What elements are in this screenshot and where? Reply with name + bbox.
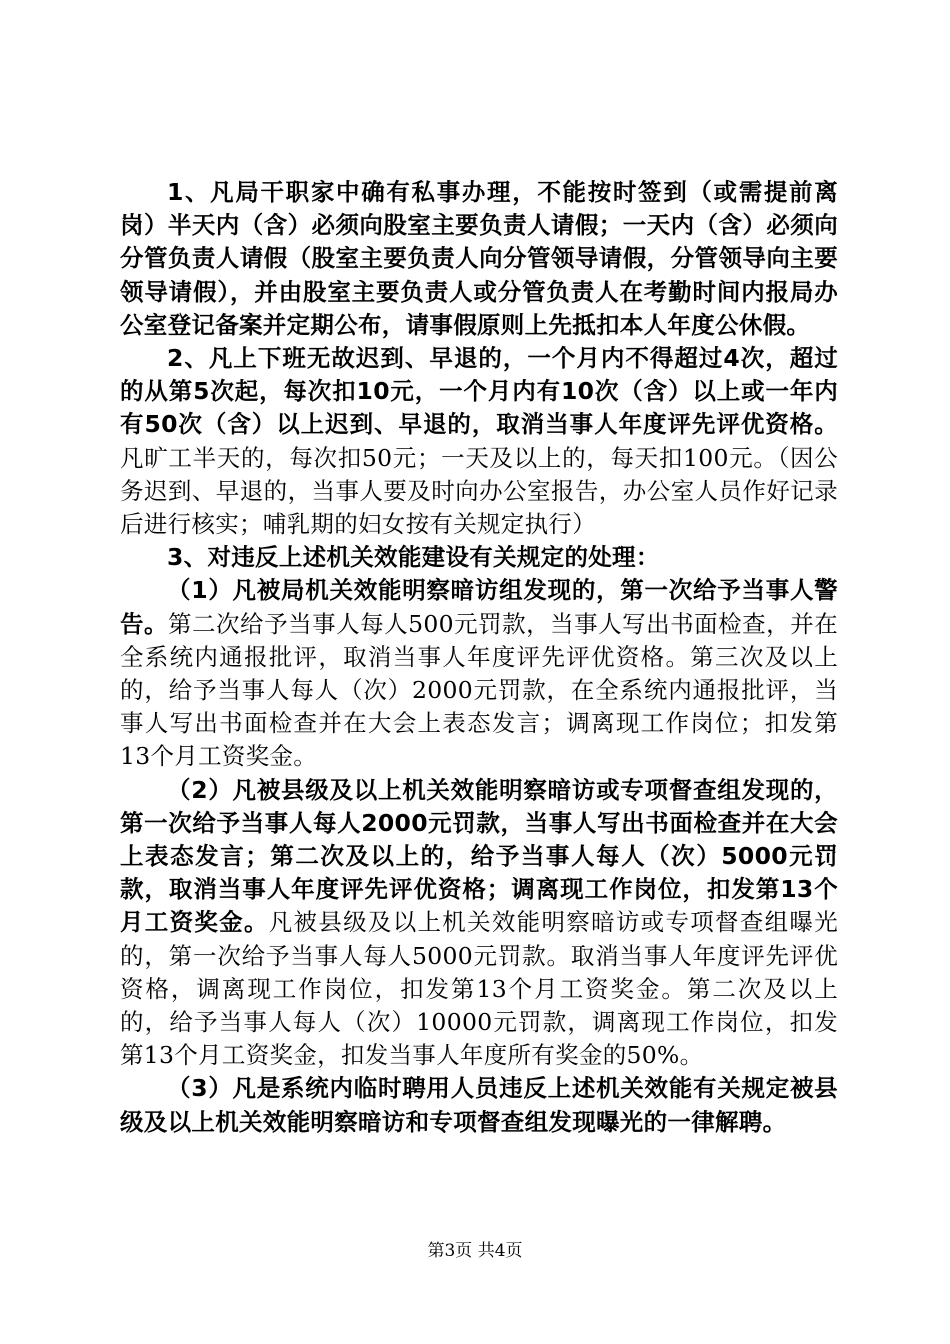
page-number-label: 第3页 共4页 — [427, 1241, 523, 1261]
paragraph-2-bold-text: 2、凡上下班无故迟到、早退的，一个月内不得超过4次，超过的从第5次起，每次扣10元，一个月内有10次（含）以上或一年内有50次（含）以上迟到、早退的，取消当事人年度评先评优资格。 — [120, 344, 838, 439]
paragraph-4-normal-text: 第二次给予当事人每人500元罚款，当事人写出书面检查，并在全系统内通报批评，取消当事人年度评先评优资格。第三次及以上的，给予当事人每人（次）2000元罚款，在全系统内通报批评，当事人写出书面检查并在大会上表态发言；调离现工作岗位；扣发第13个月工资奖金。 — [120, 609, 838, 771]
paragraph-4 — [120, 574, 838, 773]
paragraph-3 — [120, 541, 838, 574]
paragraph-2-normal-text: 凡旷工半天的，每次扣50元；一天及以上的，每天扣100元。（因公务迟到、早退的，当事人要及时向办公室报告，办公室人员作好记录后进行核实；哺乳期的妇女按有关规定执行） — [120, 443, 838, 539]
paragraph-1 — [120, 176, 838, 342]
paragraph-1-bold-text: 1、凡局干职家中确有私事办理，不能按时签到（或需提前离岗）半天内（含）必须向股室主要负责人请假；一天内（含）必须向分管负责人请假（股室主要负责人向分管领导请假，分管领导向主要领导请假），并由股室主要负责人或分管负责人在考勤时间内报局办公室登记备案并定期公布，请事假原则上先抵扣本人年度公休假。 — [120, 178, 838, 339]
paragraph-5-bold-text: （2）凡被县级及以上机关效能明察暗访或专项督查组发现的，第一次给予当事人每人2000元罚款，当事人写出书面检查并在大会上表态发言；第二次及以上的，给予当事人每人（次）5000元罚款，取消当事人年度评先评优资格；调离现工作岗位，扣发第13个月工资奖金。 — [120, 775, 838, 937]
paragraph-6-bold-text: （3）凡是系统内临时聘用人员违反上述机关效能有关规定被县级及以上机关效能明察暗访和专项督查组发现曝光的一律解聘。 — [120, 1074, 838, 1136]
document-body — [120, 176, 838, 1139]
paragraph-6 — [120, 1072, 838, 1138]
page-footer — [0, 1236, 950, 1261]
paragraph-5 — [120, 774, 838, 1073]
paragraph-2 — [120, 342, 838, 541]
paragraph-5-normal-text: 凡被县级及以上机关效能明察暗访或专项督查组曝光的，第一次给予当事人每人5000元罚款。取消当事人年度评先评优资格，调离现工作岗位，扣发第13个月工资奖金。第二次及以上的，给予当事人每人（次）10000元罚款，调离现工作岗位，扣发第13个月工资奖金，扣发当事人年度所有奖金的50%。 — [120, 908, 838, 1070]
paragraph-4-bold-text: （1）凡被局机关效能明察暗访组发现的，第一次给予当事人警告。 — [120, 576, 838, 638]
paragraph-3-bold-text: 3、对违反上述机关效能建设有关规定的处理： — [167, 543, 660, 572]
